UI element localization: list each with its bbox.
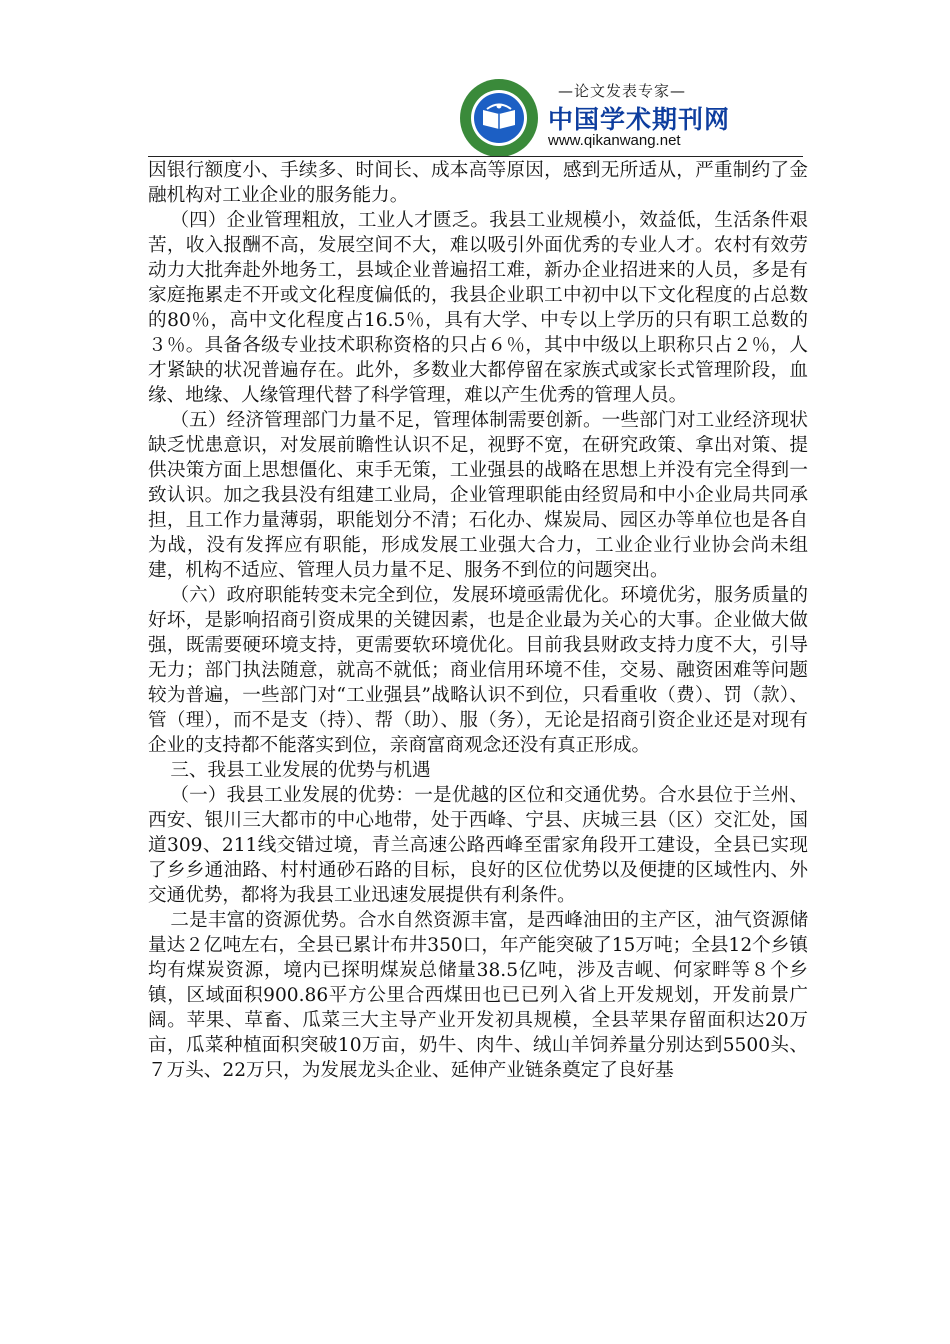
paragraph-section-5: （五）经济管理部门力量不足，管理体制需要创新。一些部门对工业经济现状缺乏忧患意识，对发展前瞻性认识不足，视野不宽，在研究政策、拿出对策、提供决策方面上思想僵化、束手无策，工业强县的战略在思想上并没有完全得到一致认识。加之我县没有组建工业局，企业管理职能由经贸局和中小企业局共同承担，且工作力量薄弱，职能划分不清；石化办、煤炭局、园区办等单位也是各自为战，没有发挥应有职能，形成发展工业强大合力，工业企业行业协会尚未组建，机构不适应、管理人员力量不足、服务不到位的问题突出。 bbox=[148, 410, 808, 581]
site-url[interactable]: www.qikanwang.net bbox=[548, 132, 681, 149]
header-divider bbox=[148, 156, 803, 157]
header-slogan: —论文发表专家— bbox=[557, 82, 686, 100]
paragraph-continued: 因银行额度小、手续多、时间长、成本高等原因，感到无所适从，严重制约了金融机构对工业企业的服务能力。 bbox=[148, 160, 808, 206]
paragraph-section-6: （六）政府职能转变未完全到位，发展环境亟需优化。环境优劣，服务质量的好坏，是影响招商引资成果的关键因素，也是企业最为关心的大事。企业做大做强，既需要硬环境支持，更需要软环境优化。目前我县财政支持力度不大，引导无力；部门执法随意，就高不就低；商业信用环境不佳，交易、融资困难等问题较为普遍，一些部门对“工业强县”战略认识不到位，只看重收（费）、罚（款）、管（理），而不是支（持）、帮（助）、服（务），无论是招商引资企业还是对现有企业的支持都不能落实到位，亲商富商观念还没有真正形成。 bbox=[148, 585, 808, 756]
site-logo-icon bbox=[459, 78, 539, 158]
page-header bbox=[0, 0, 950, 160]
section-heading-3: 三、我县工业发展的优势与机遇 bbox=[170, 760, 431, 781]
document-body bbox=[148, 158, 808, 1083]
paragraph-advantages-2: 二是丰富的资源优势。合水自然资源丰富，是西峰油田的主产区，油气资源储量达２亿吨左右，全县已累计布井350口，年产能突破了15万吨；全县12个乡镇均有煤炭资源，境内已探明煤炭总储量38.5亿吨，涉及吉岘、何家畔等８个乡镇，区域面积900.86平方公里合西煤田也已已列入省上开发规划，开发前景广阔。苹果、草畜、瓜菜三大主导产业开发初具规模，全县苹果存留面积达20万亩，瓜菜种植面积突破10万亩，奶牛、肉牛、绒山羊饲养量分别达到5500头、７万头、22万只，为发展龙头企业、延伸产业链条奠定了良好基 bbox=[148, 910, 808, 1081]
paragraph-advantages-1: （一）我县工业发展的优势：一是优越的区位和交通优势。合水县位于兰州、西安、银川三大都市的中心地带，处于西峰、宁县、庆城三县（区）交汇处，国道309、211线交错过境，青兰高速公路西峰至雷家角段开工建设，全县已实现了乡乡通油路、村村通砂石路的目标，良好的区位优势以及便捷的区域性内、外交通优势，都将为我县工业迅速发展提供有利条件。 bbox=[148, 785, 808, 906]
brand-name: 中国学术期刊网 bbox=[548, 105, 731, 134]
paragraph-section-4: （四）企业管理粗放，工业人才匮乏。我县工业规模小，效益低，生活条件艰苦，收入报酬不高，发展空间不大，难以吸引外面优秀的专业人才。农村有效劳动力大批奔赴外地务工，县域企业普遍招工难，新办企业招进来的人员，多是有家庭拖累走不开或文化程度偏低的，我县企业职工中初中以下文化程度的占总数的80％，高中文化程度占16.5％，具有大学、中专以上学历的只有职工总数的３％。具备各级专业技术职称资格的只占６％，其中中级以上职称只占２％，人才紧缺的状况普遍存在。此外，多数业大都停留在家族式或家长式管理阶段，血缘、地缘、人缘管理代替了科学管理，难以产生优秀的管理人员。 bbox=[148, 210, 808, 406]
